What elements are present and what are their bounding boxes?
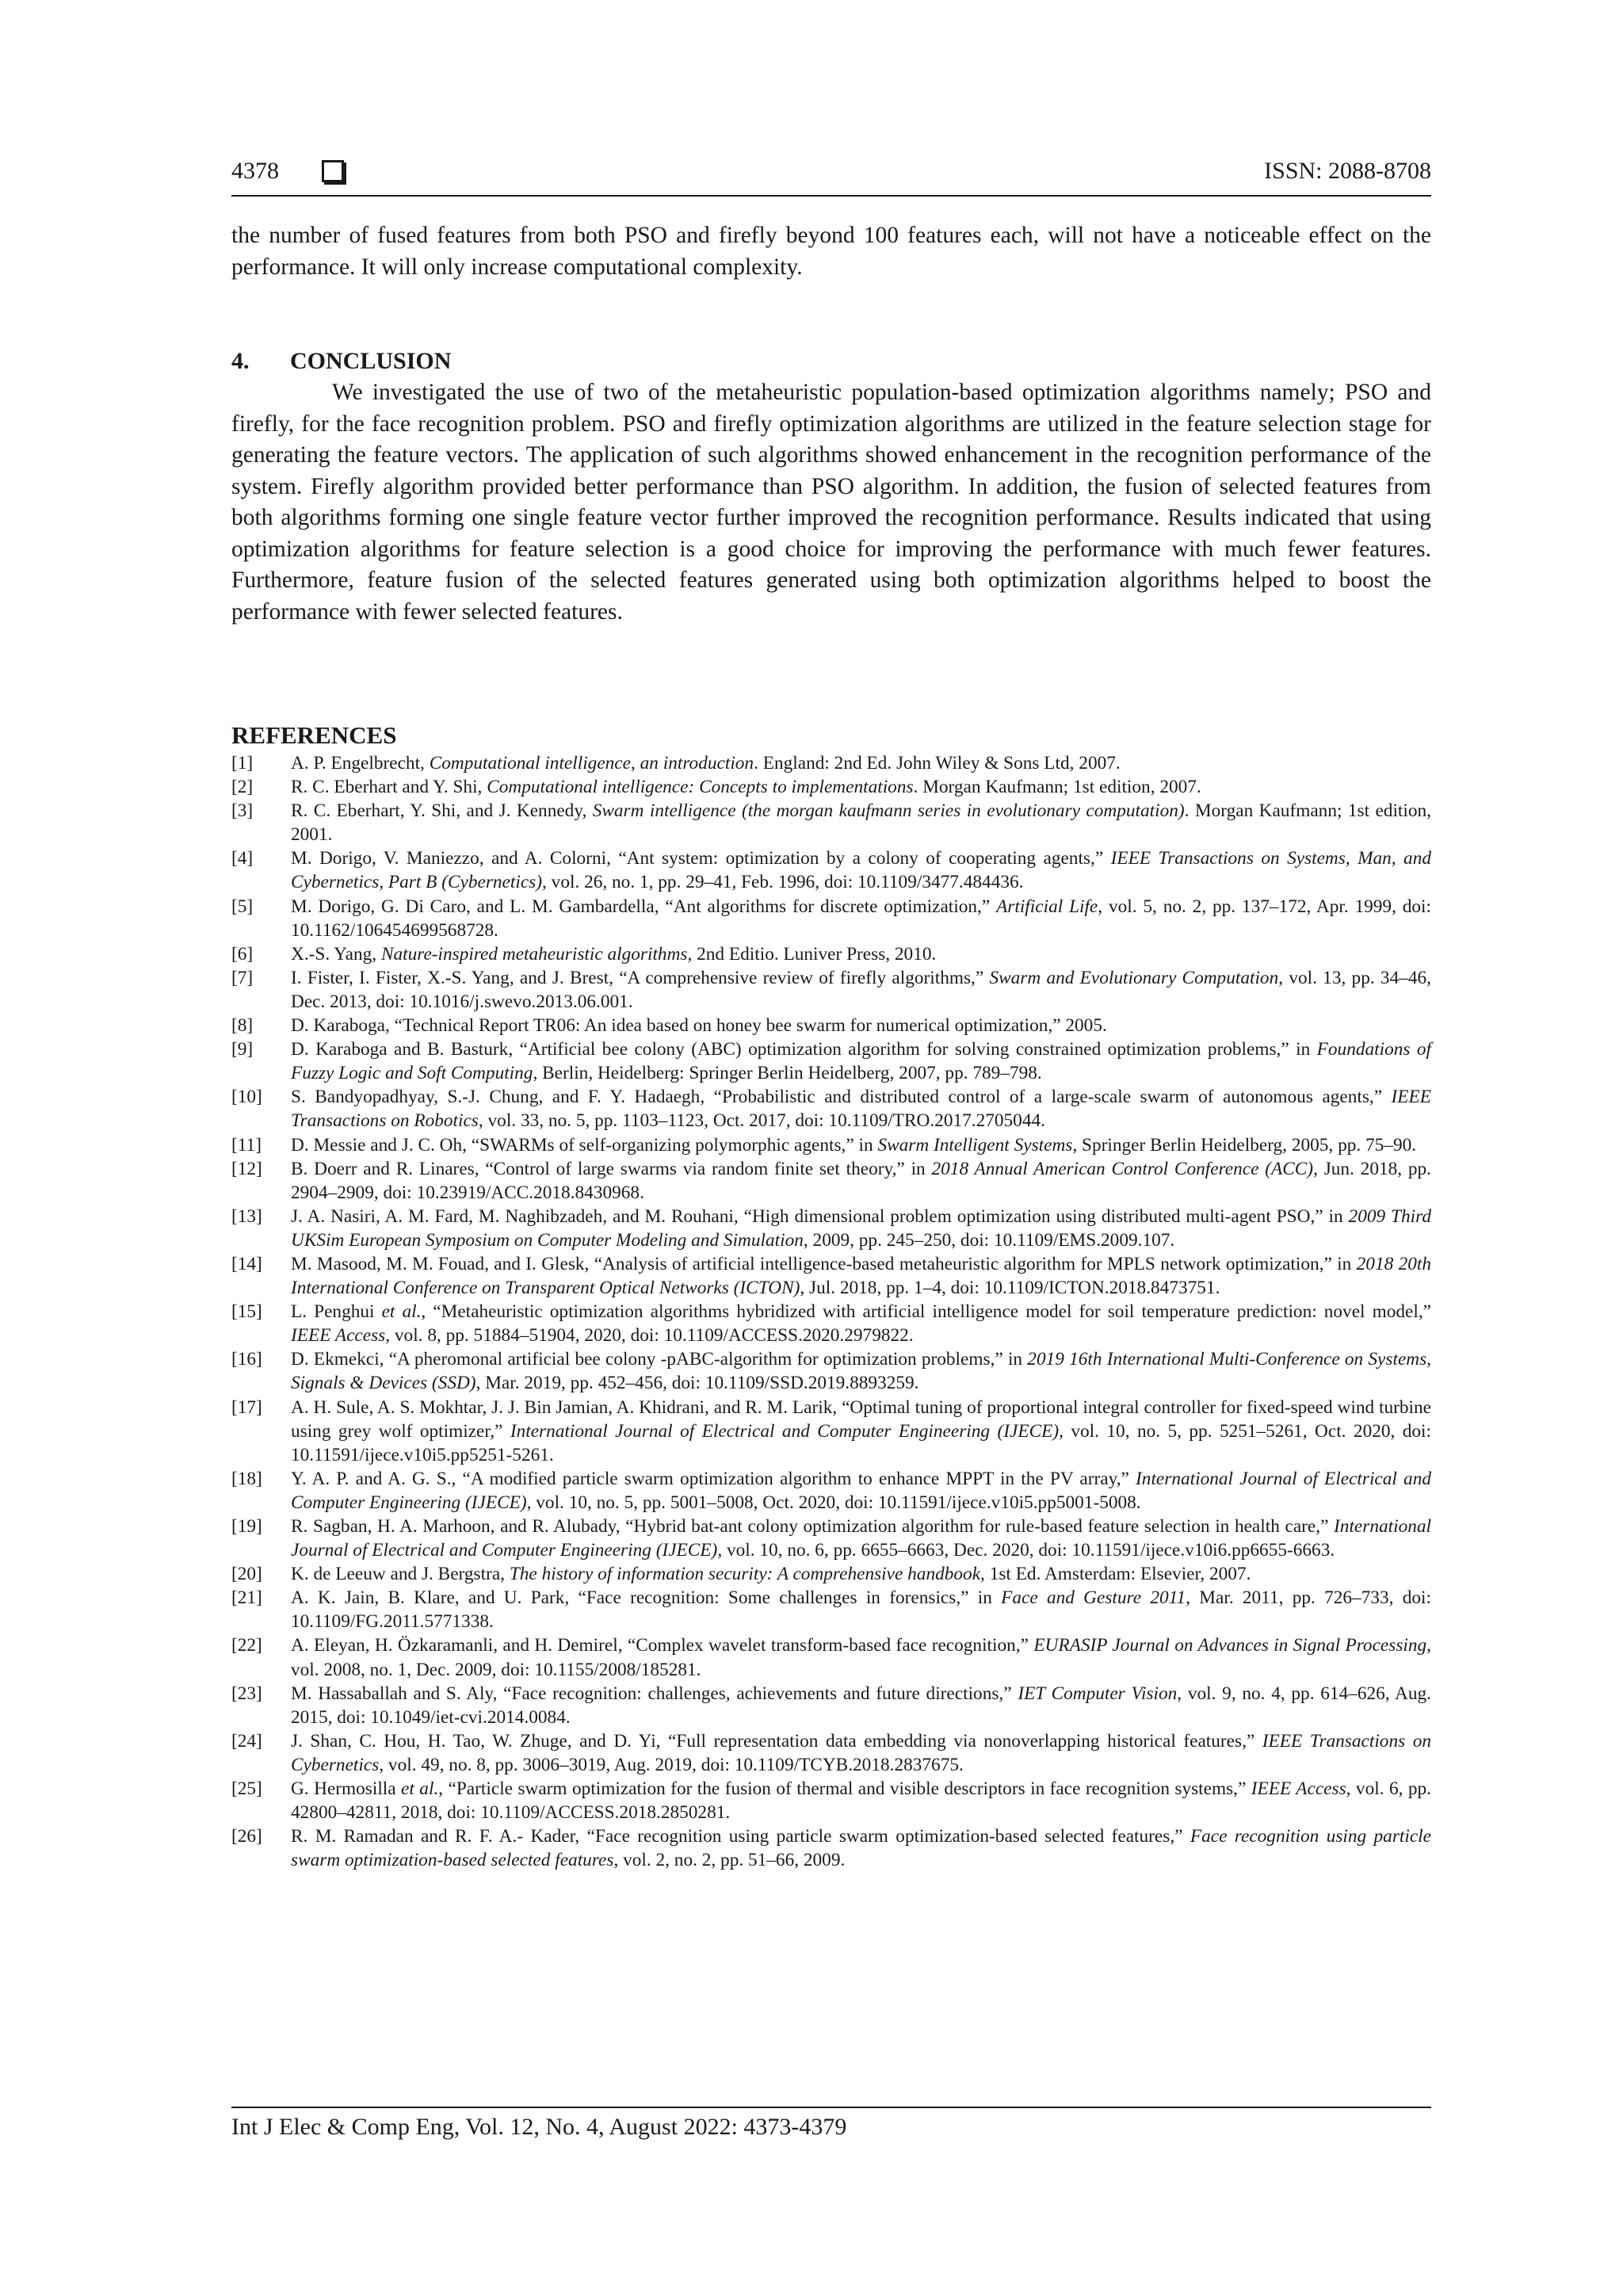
- reference-italic-text: International Journal of Electrical and Computer Engineering (IJECE): [510, 1420, 1060, 1442]
- reference-italic-text: Swarm intelligence (the morgan kaufmann series in evolutionary computation): [592, 800, 1185, 822]
- reference-item: [231, 1824, 1431, 1872]
- reference-italic-text: Computational intelligence: Concepts to implementations: [487, 777, 914, 798]
- reference-italic-text: 2018 20th International Conference on Transparent Optical Networks (ICTON): [291, 1253, 1431, 1299]
- reference-item: [231, 1205, 1431, 1252]
- reference-italic-text: International Journal of Electrical and Computer Engineering (IJECE): [291, 1468, 1431, 1513]
- reference-item: [231, 1515, 1431, 1562]
- reference-text: A. Eleyan, H. Özkaramanli, and H. Demirel, “Complex wavelet transform-based face recognition,”: [291, 1635, 1034, 1656]
- reference-text: , vol. 49, no. 8, pp. 3006–3019, Aug. 2019, doi: 10.1109/TCYB.2018.2837675.: [379, 1754, 964, 1775]
- reference-italic-text: et al.: [401, 1778, 439, 1800]
- reference-number: [3]: [231, 800, 254, 822]
- reference-number: [12]: [231, 1158, 262, 1179]
- reference-italic-text: Artificial Life: [996, 896, 1098, 917]
- reference-italic-text: Face and Gesture 2011: [1001, 1587, 1186, 1609]
- reference-italic-text: IEEE Transactions on Cybernetics: [291, 1730, 1432, 1775]
- reference-text: D. Ekmekci, “A pheromonal artificial bee colony -pABC-algorithm for optimization problems,” in: [291, 1349, 1028, 1370]
- conclusion-paragraph: We investigated the use of two of the metaheuristic population-based optimization algorithms namely; PSO and firefly, for the face recognition problem. PSO and firefly optimization algorithms are utilized in the feature selection stage for generating the feature vectors. The application of such algorithms showed enhancement in the recognition performance of the system. Firefly algorithm provided better performance than PSO algorithm. In addition, the fusion of selected features from both algorithms forming one single feature vector further improved the recognition performance. Results indicated that using optimization algorithms for feature selection is a good choice for improving the performance with much fewer features. Furthermore, feature fusion of the selected features generated using both optimization algorithms helped to boost the performance with fewer selected features.: [231, 380, 1431, 625]
- reference-text: R. C. Eberhart and Y. Shi,: [291, 777, 487, 798]
- reference-text: , vol. 13, pp. 34–46, Dec. 2013, doi: 10.1016/j.swevo.2013.06.001.: [291, 967, 1431, 1012]
- reference-italic-text: Nature-inspired metaheuristic algorithms: [380, 943, 688, 965]
- reference-number: [26]: [231, 1826, 262, 1847]
- reference-number: [2]: [231, 777, 254, 798]
- reference-text: , vol. 9, no. 4, pp. 614–626, Aug. 2015, doi: 10.1049/iet-cvi.2014.0084.: [291, 1683, 1432, 1728]
- reference-text: , Mar. 2019, pp. 452–456, doi: 10.1109/SSD.2019.8893259.: [475, 1373, 919, 1394]
- reference-number: [8]: [231, 1015, 254, 1037]
- reference-italic-text: IET Computer Vision: [1018, 1683, 1178, 1704]
- reference-number: [24]: [231, 1730, 262, 1752]
- reference-text: Y. A. P. and A. G. S., “A modified particle swarm optimization algorithm to enhance MPPT in the PV array,”: [291, 1468, 1136, 1489]
- reference-number: [18]: [231, 1468, 262, 1489]
- reference-item: [231, 1729, 1431, 1777]
- reference-item: [231, 1014, 1431, 1037]
- reference-item: [231, 1467, 1431, 1515]
- reference-text: J. A. Nasiri, A. M. Fard, M. Naghibzadeh, and M. Rouhani, “High dimensional problem optimization using distributed multi-agent PSO,” in: [291, 1205, 1349, 1227]
- reference-text: D. Karaboga, “Technical Report TR06: An idea based on honey bee swarm for numerical optimization,” 2005.: [291, 1015, 1107, 1037]
- reference-text: , vol. 6, pp. 42800–42811, 2018, doi: 10.1109/ACCESS.2018.2850281.: [291, 1778, 1431, 1824]
- reference-item: [231, 775, 1431, 799]
- reference-text: D. Messie and J. C. Oh, “SWARMs of self-organizing polymorphic agents,” in: [291, 1134, 878, 1156]
- reference-text: , vol. 10, no. 6, pp. 6655–6663, Dec. 2020, doi: 10.11591/ijece.v10i6.pp6655-6663.: [717, 1540, 1335, 1561]
- page-number: 4378: [231, 158, 279, 184]
- reference-item: [231, 1252, 1431, 1300]
- reference-text: M. Dorigo, V. Maniezzo, and A. Colorni, “Ant system: optimization by a colony of cooperating agents,”: [291, 848, 1111, 869]
- reference-item: [231, 1586, 1431, 1633]
- reference-item: [231, 1085, 1431, 1133]
- reference-number: [19]: [231, 1516, 262, 1537]
- reference-text: R. C. Eberhart, Y. Shi, and J. Kennedy,: [291, 800, 593, 822]
- reference-text: I. Fister, I. Fister, X.-S. Yang, and J. Brest, “A comprehensive review of firefly algorithms,”: [291, 967, 990, 988]
- reference-text: , 2009, pp. 245–250, doi: 10.1109/EMS.2009.107.: [803, 1229, 1175, 1251]
- reference-number: [5]: [231, 896, 254, 917]
- reference-text: J. Shan, C. Hou, H. Tao, W. Zhuge, and D. Yi, “Full representation data embedding via nonoverlapping historical features,”: [291, 1730, 1262, 1752]
- reference-text: S. Bandyopadhyay, S.-J. Chung, and F. Y. Hadaegh, “Probabilistic and distributed control of a large-scale swarm of autonomous agents,”: [291, 1087, 1392, 1108]
- reference-text: , Mar. 2011, pp. 726–733, doi: 10.1109/FG.2011.5771338.: [291, 1587, 1431, 1633]
- reference-text: A. K. Jain, B. Klare, and U. Park, “Face recognition: Some challenges in forensics,” in: [291, 1587, 1002, 1609]
- reference-number: [4]: [231, 848, 254, 869]
- reference-italic-text: et al.: [381, 1301, 422, 1323]
- reference-italic-text: IEEE Transactions on Robotics: [291, 1087, 1431, 1132]
- reference-number: [15]: [231, 1301, 262, 1323]
- page-header: [231, 155, 1431, 197]
- reference-text: , vol. 26, no. 1, pp. 29–41, Feb. 1996, doi: 10.1109/3477.484436.: [542, 872, 1024, 893]
- reference-number: [17]: [231, 1396, 262, 1418]
- square-icon: [322, 160, 344, 182]
- reference-italic-text: The history of information security: A comprehensive handbook: [509, 1564, 981, 1585]
- reference-number: [9]: [231, 1039, 254, 1060]
- reference-number: [7]: [231, 967, 254, 988]
- reference-text: B. Doerr and R. Linares, “Control of large swarms via random finite set theory,” in: [291, 1158, 932, 1179]
- reference-italic-text: EURASIP Journal on Advances in Signal Processing: [1033, 1635, 1427, 1656]
- reference-text: , vol. 8, pp. 51884–51904, 2020, doi: 10.1109/ACCESS.2020.2979822.: [385, 1325, 914, 1347]
- conclusion-heading: [231, 346, 451, 377]
- reference-text: , vol. 10, no. 5, pp. 5251–5261, Oct. 2020, doi: 10.11591/ijece.v10i5.pp5251-5261.: [291, 1420, 1432, 1465]
- issn-label: ISSN: 2088-8708: [1264, 158, 1431, 184]
- reference-text: , “Particle swarm optimization for the fusion of thermal and visible descriptors in face recognition systems,”: [438, 1778, 1251, 1800]
- reference-text: X.-S. Yang,: [291, 943, 381, 965]
- reference-text: , vol. 10, no. 5, pp. 5001–5008, Oct. 2020, doi: 10.11591/ijece.v10i5.pp5001-5008.: [526, 1492, 1141, 1513]
- reference-item: [231, 751, 1431, 775]
- reference-text: , vol. 2, no. 2, pp. 51–66, 2009.: [613, 1850, 846, 1871]
- section-number: 4.: [231, 348, 250, 374]
- reference-item: [231, 1562, 1431, 1586]
- reference-text: , 1st Ed. Amsterdam: Elsevier, 2007.: [980, 1564, 1251, 1585]
- reference-list: [231, 751, 1431, 1872]
- reference-italic-text: 2018 Annual American Control Conference (ACC): [931, 1158, 1314, 1179]
- reference-text: , Springer Berlin Heidelberg, 2005, pp. 75–90.: [1072, 1134, 1417, 1156]
- reference-text: , Jun. 2018, pp. 2904–2909, doi: 10.23919/ACC.2018.8430968.: [291, 1158, 1432, 1203]
- reference-italic-text: IEEE Access: [1251, 1778, 1346, 1800]
- section-title: CONCLUSION: [290, 348, 452, 374]
- references-heading: REFERENCES: [231, 721, 397, 749]
- reference-text: , vol. 5, no. 2, pp. 137–172, Apr. 1999, doi: 10.1162/106454699568728.: [291, 896, 1431, 941]
- reference-text: , vol. 2008, no. 1, Dec. 2009, doi: 10.1155/2008/185281.: [291, 1635, 1431, 1680]
- reference-text: L. Penghui: [291, 1301, 382, 1323]
- reference-text: R. Sagban, H. A. Marhoon, and R. Alubady, “Hybrid bat-ant colony optimization algorithm for rule-based feature selection in health care,”: [291, 1516, 1335, 1537]
- reference-item: [231, 1347, 1431, 1395]
- reference-item: [231, 1682, 1431, 1729]
- reference-number: [21]: [231, 1587, 262, 1609]
- reference-text: M. Dorigo, G. Di Caro, and L. M. Gambardella, “Ant algorithms for discrete optimization,”: [291, 896, 997, 917]
- reference-number: [13]: [231, 1205, 262, 1227]
- reference-item: [231, 1157, 1431, 1205]
- reference-number: [23]: [231, 1683, 262, 1704]
- reference-text: , “Metaheuristic optimization algorithms hybridized with artificial intelligence model for soil temperature prediction: novel model,”: [421, 1301, 1431, 1323]
- reference-item: [231, 1300, 1431, 1347]
- reference-number: [25]: [231, 1778, 262, 1800]
- reference-italic-text: International Journal of Electrical and Computer Engineering (IJECE): [291, 1516, 1431, 1561]
- reference-text: . Morgan Kaufmann; 1st edition, 2007.: [913, 777, 1201, 798]
- reference-italic-text: Face recognition using particle swarm optimization-based selected features: [291, 1826, 1431, 1871]
- reference-item: [231, 846, 1431, 894]
- reference-number: [10]: [231, 1087, 262, 1108]
- reference-text: , Berlin, Heidelberg: Springer Berlin Heidelberg, 2007, pp. 789–798.: [533, 1063, 1042, 1084]
- reference-item: [231, 895, 1431, 942]
- footer-citation: Int J Elec & Comp Eng, Vol. 12, No. 4, August 2022: 4373-4379: [231, 2114, 847, 2140]
- reference-italic-text: 2009 Third UKSim European Symposium on Computer Modeling and Simulation: [291, 1205, 1431, 1251]
- reference-number: [11]: [231, 1134, 262, 1156]
- reference-number: [22]: [231, 1635, 262, 1656]
- reference-italic-text: Swarm Intelligent Systems: [877, 1134, 1073, 1156]
- reference-item: [231, 1037, 1431, 1085]
- reference-text: R. M. Ramadan and R. F. A.- Kader, “Face recognition using particle swarm optimization-based selected features,”: [291, 1826, 1190, 1847]
- reference-italic-text: Swarm and Evolutionary Computation: [989, 967, 1279, 988]
- reference-text: , vol. 33, no. 5, pp. 1103–1123, Oct. 2017, doi: 10.1109/TRO.2017.2705044.: [478, 1110, 1045, 1132]
- reference-item: [231, 799, 1431, 846]
- reference-text: . England: 2nd Ed. John Wiley & Sons Ltd, 2007.: [754, 753, 1121, 774]
- reference-text: A. P. Engelbrecht,: [291, 753, 430, 774]
- reference-italic-text: IEEE Access: [291, 1325, 386, 1347]
- reference-text: D. Karaboga and B. Basturk, “Artificial bee colony (ABC) optimization algorithm for solving constrained optimization problems,” in: [291, 1039, 1317, 1060]
- reference-italic-text: Foundations of Fuzzy Logic and Soft Computing: [291, 1039, 1431, 1084]
- page-footer: [231, 2107, 1431, 2143]
- reference-item: [231, 942, 1431, 966]
- reference-item: [231, 966, 1431, 1014]
- reference-text: M. Masood, M. M. Fouad, and I. Glesk, “Analysis of artificial intelligence-based metaheuristic algorithm for MPLS network optimization,” in: [291, 1253, 1357, 1274]
- reference-italic-text: Computational intelligence, an introduction: [429, 753, 754, 774]
- reference-text: . Morgan Kaufmann; 1st edition, 2001.: [291, 800, 1431, 846]
- reference-text: M. Hassaballah and S. Aly, “Face recognition: challenges, achievements and future directions,”: [291, 1683, 1018, 1704]
- reference-number: [6]: [231, 943, 254, 965]
- intro-paragraph: the number of fused features from both PSO and firefly beyond 100 features each, will not have a noticeable effect on the performance. It will only increase computational complexity.: [231, 223, 1431, 280]
- reference-italic-text: IEEE Transactions on Systems, Man, and Cybernetics, Part B (Cybernetics): [291, 848, 1431, 893]
- reference-text: G. Hermosilla: [291, 1778, 402, 1800]
- reference-item: [231, 1133, 1431, 1157]
- reference-text: K. de Leeuw and J. Bergstra,: [291, 1564, 510, 1585]
- reference-number: [14]: [231, 1253, 262, 1274]
- reference-italic-text: 2019 16th International Multi-Conference on Systems, Signals & Devices (SSD): [291, 1349, 1431, 1394]
- reference-item: [231, 1633, 1431, 1681]
- reference-text: , Jul. 2018, pp. 1–4, doi: 10.1109/ICTON.2018.8473751.: [800, 1278, 1220, 1299]
- reference-number: [20]: [231, 1564, 262, 1585]
- reference-number: [1]: [231, 753, 254, 774]
- reference-text: A. H. Sule, A. S. Mokhtar, J. J. Bin Jamian, A. Khidrani, and R. M. Larik, “Optimal tuning of proportional integral controller for fixed-speed wind turbine using grey wolf optimizer,”: [291, 1396, 1431, 1442]
- reference-number: [16]: [231, 1349, 262, 1370]
- reference-item: [231, 1777, 1431, 1824]
- reference-text: , 2nd Editio. Luniver Press, 2010.: [687, 943, 937, 965]
- reference-item: [231, 1396, 1431, 1467]
